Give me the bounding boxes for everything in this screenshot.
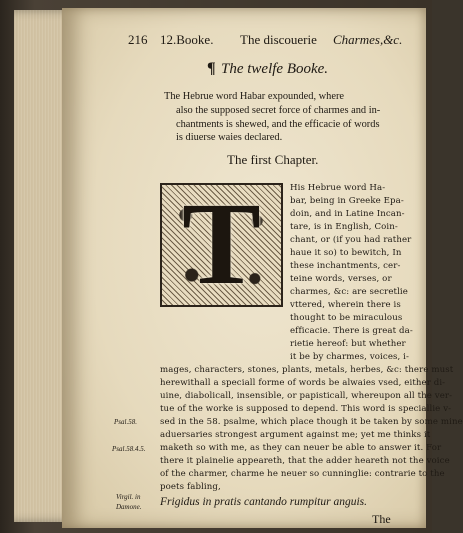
running-topic: The discouerie [240,32,317,47]
text-line: teine words, verses, or [290,274,392,284]
chapter-title: The first Chapter. [227,152,319,167]
page-number: 216 [128,32,148,47]
summary-line: is diuerse waies declared. [176,132,283,143]
text-line: herewithall a speciall forme of words be alwaies vsed, either di- [160,378,446,388]
margin-note: Virgil. in [116,493,141,501]
text-line: His Hebrue word Ha- [290,183,386,193]
text-line: doin, and in Latine Incan- [290,209,405,219]
margin-note: Damone. [116,503,142,511]
book-title: The twelfe Booke. [221,61,329,77]
summary-line: chantments is shewed, and the efficacie of words [176,119,380,130]
text-line: chant, or (if you had rather [290,235,412,245]
text-line: tare, is in English, Coin- [290,222,398,232]
book-number: 12.Booke. [160,32,214,47]
latin-verse: Frigidus in pratis cantando rumpitur anguis. [160,496,368,508]
text-line: sed in the 58. psalme, which place though it be taken by some mine [160,417,463,427]
catchword: The [372,512,391,526]
text-line: efficacie. There is great da- [290,326,413,336]
text-line: charmes, &c: are secretlie [290,287,408,297]
text-line: vttered, wherein there is [290,300,401,310]
margin-note: Psal.58.4.5. [112,445,146,453]
text-line: tue of the worke is supposed to depend. This word is speciallie v- [160,404,452,414]
running-subject: Charmes,&c. [333,32,403,47]
text-line: poets fabling, [160,482,221,492]
pilcrow: ¶ [207,60,216,77]
text-line: of the charmer, charme he neuer so cunninglie: contrarie to the [160,469,445,479]
margin-note: Psal.58. [114,418,137,426]
text-line: maketh so with me, as they can neuer be able to answer it. For [160,443,442,453]
text-line: these inchantments, cer- [290,261,401,271]
text-line: uine, diabolicall, insensible, or papisticall, whereupon all the ver- [160,391,453,401]
text-line: haue it so) to bewitch, In [290,248,402,258]
drop-cap-letter: T [182,178,261,309]
decorated-initial [160,178,283,309]
text-line: aduersaries strongest argument against me; yet me thinks it [160,430,431,440]
text-line: mages, characters, stones, plants, metals, herbes, &c: there must [160,365,454,375]
summary-line: also the supposed secret force of charmes and in- [176,105,381,116]
summary-line: The Hebrue word Habar expounded, where [164,91,345,102]
text-line: rietie hereof: but whether [290,339,406,349]
text-line: thought to be miraculous [290,313,403,323]
text-line: bar, being in Greeke Epa- [290,196,404,206]
text-line: there it plainelie appeareth, that the adder heareth not the voice [160,456,450,466]
text-line: it be by charmes, voices, i- [290,352,410,362]
